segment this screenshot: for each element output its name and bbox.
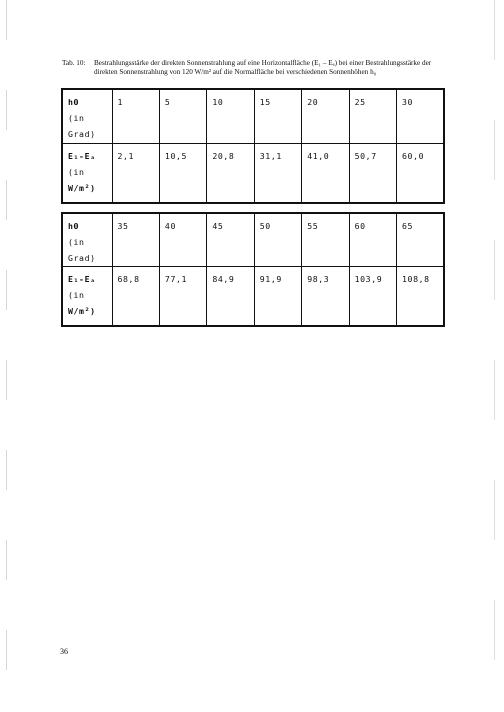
table-cell: 41,0 bbox=[302, 144, 349, 204]
row-header-symbol: hΘ bbox=[68, 221, 80, 231]
table-2 bbox=[61, 212, 445, 327]
table-cell: 50 bbox=[254, 213, 301, 267]
table-cell: 15 bbox=[254, 89, 301, 144]
table-1 bbox=[61, 88, 445, 204]
table-cell: 2,1 bbox=[112, 144, 159, 204]
row-header-unit-b: W/m²) bbox=[68, 183, 96, 193]
table-cell: 1 bbox=[112, 89, 159, 144]
row-header-unit-a: (in bbox=[68, 113, 85, 123]
table-cell: 20 bbox=[302, 89, 349, 144]
table-cell: 10,5 bbox=[159, 144, 206, 204]
table-cell: 98,3 bbox=[302, 267, 349, 327]
caption-line-1: Bestrahlungsstärke der direkten Sonnenstrahlung auf eine Horizontalfläche (E₁ – Eₐ) bei einer Bestrahlungsstärke der bbox=[94, 59, 432, 67]
table-cell: 84,9 bbox=[207, 267, 254, 327]
table-cell: 55 bbox=[302, 213, 349, 267]
scan-edge-left bbox=[6, 0, 7, 712]
table-cell: 77,1 bbox=[159, 267, 206, 327]
row-header-irradiance bbox=[62, 267, 112, 327]
row-header-symbol: E₁-Eₐ bbox=[68, 151, 96, 161]
table-cell: 5 bbox=[159, 89, 206, 144]
scan-edge-right bbox=[494, 0, 495, 712]
table-cell: 60,0 bbox=[397, 144, 444, 204]
row-header-unit-b: W/m²) bbox=[68, 306, 96, 316]
table-1-row-elevation bbox=[62, 89, 444, 144]
table-cell: 60 bbox=[349, 213, 396, 267]
table-cell: 30 bbox=[397, 89, 444, 144]
table-cell: 20,8 bbox=[207, 144, 254, 204]
row-header-symbol: E₁-Eₐ bbox=[68, 274, 96, 284]
table-cell: 50,7 bbox=[349, 144, 396, 204]
row-header-unit-b: Grad) bbox=[68, 129, 96, 139]
table-cell: 35 bbox=[112, 213, 159, 267]
table-2-row-irradiance bbox=[62, 267, 444, 327]
table-cell: 68,8 bbox=[112, 267, 159, 327]
table-cell: 31,1 bbox=[254, 144, 301, 204]
row-header-unit-a: (in bbox=[68, 237, 85, 247]
row-header-unit-a: (in bbox=[68, 167, 85, 177]
table-cell: 65 bbox=[397, 213, 444, 267]
table-cell: 25 bbox=[349, 89, 396, 144]
caption-line-2: direkten Sonnenstrahlung von 120 W/m² auf die Normalfläche bei verschiedenen Sonnenhöhen h₀ bbox=[94, 68, 377, 76]
table-caption bbox=[62, 59, 462, 77]
row-header-unit-a: (in bbox=[68, 290, 85, 300]
table-cell: 91,9 bbox=[254, 267, 301, 327]
table-cell: 108,8 bbox=[397, 267, 444, 327]
table-cell: 45 bbox=[207, 213, 254, 267]
page-number: 36 bbox=[60, 647, 68, 656]
table-cell: 40 bbox=[159, 213, 206, 267]
table-1-row-irradiance bbox=[62, 144, 444, 204]
row-header-elevation bbox=[62, 213, 112, 267]
row-header-elevation bbox=[62, 89, 112, 144]
row-header-irradiance bbox=[62, 144, 112, 204]
table-2-row-elevation bbox=[62, 213, 444, 267]
table-cell: 103,9 bbox=[349, 267, 396, 327]
caption-number: Tab. 10: bbox=[62, 59, 86, 67]
row-header-symbol: hΘ bbox=[68, 97, 80, 107]
table-cell: 10 bbox=[207, 89, 254, 144]
row-header-unit-b: Grad) bbox=[68, 253, 96, 263]
